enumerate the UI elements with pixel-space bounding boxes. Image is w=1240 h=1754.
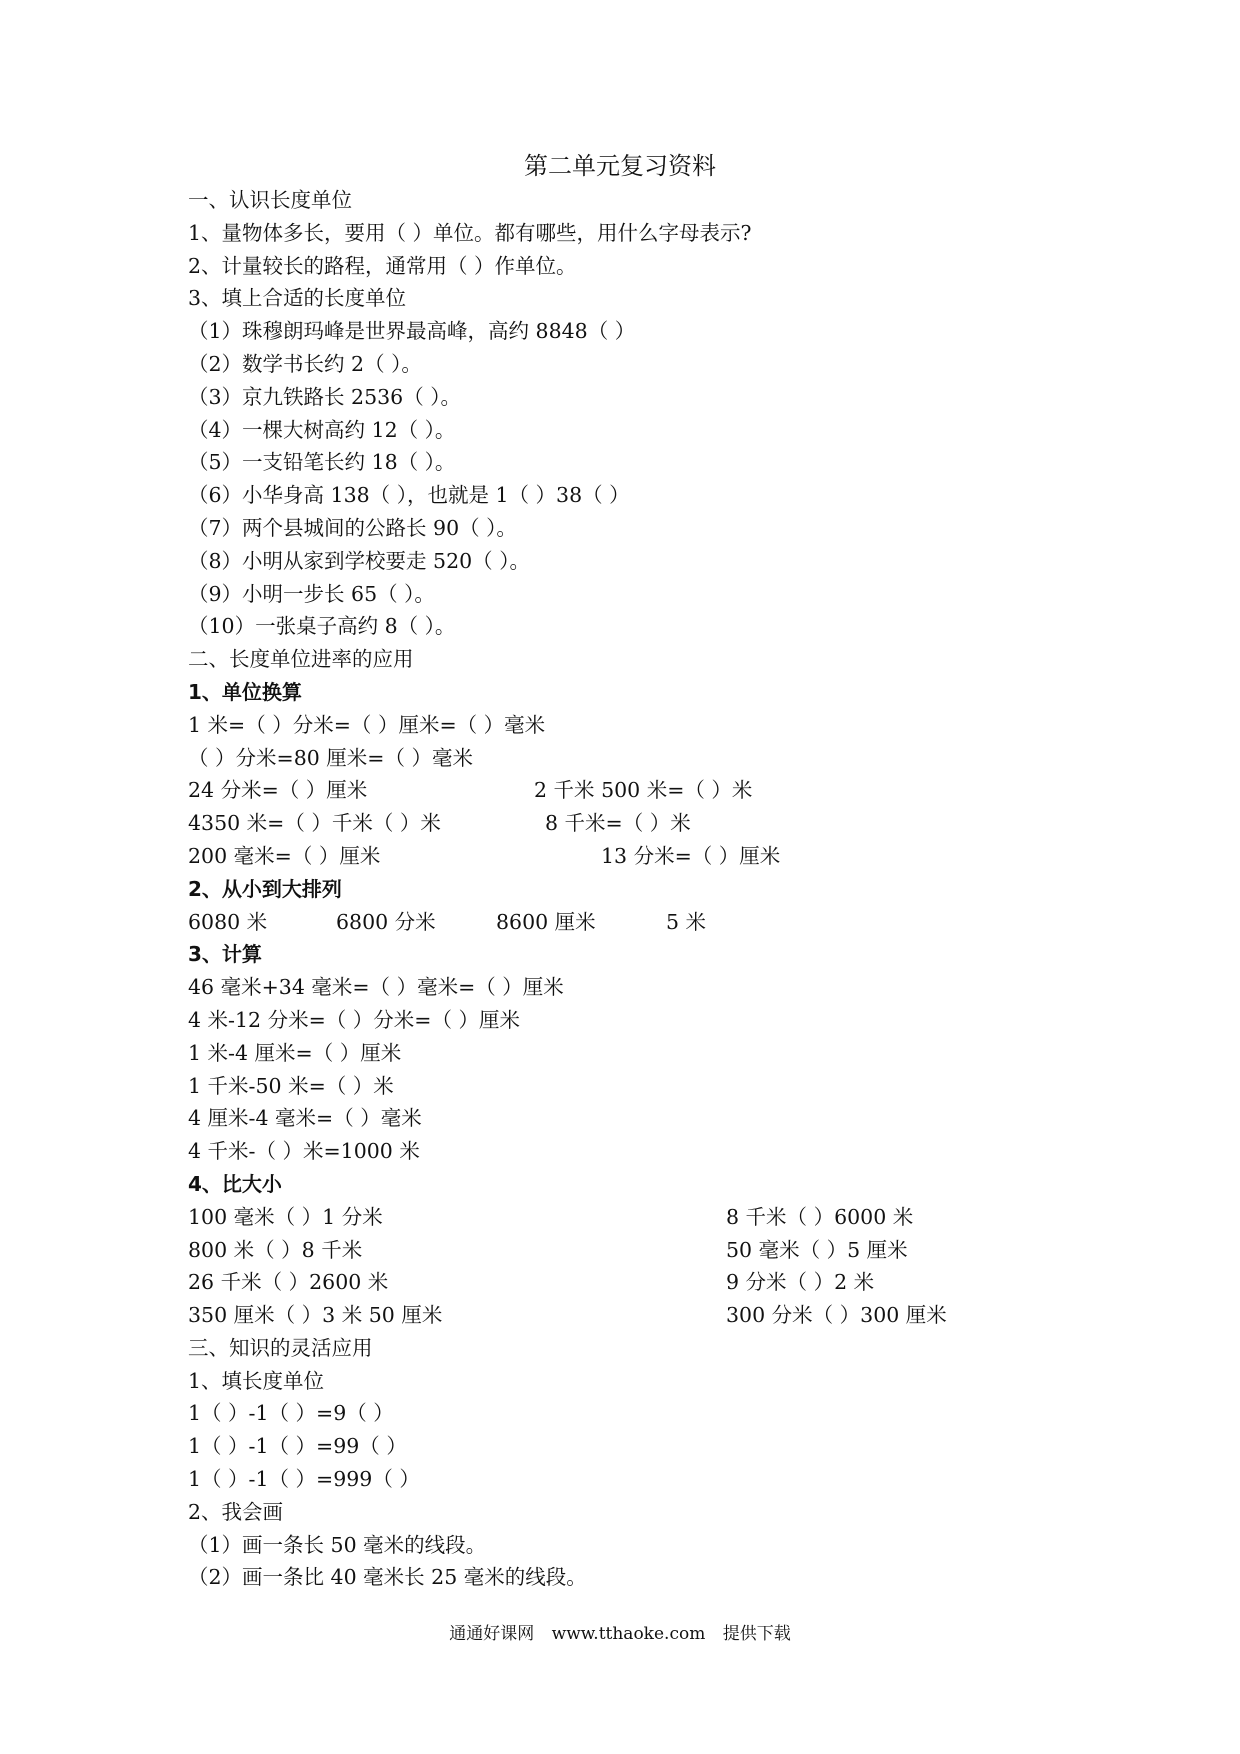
conversion-left: 4350 米=（ ）千米（ ）米 <box>188 811 441 836</box>
compare-left: 350 厘米（ ）3 米 50 厘米 <box>188 1303 443 1328</box>
conversion-line: （ ）分米=80 厘米=（ ）毫米 <box>188 745 473 770</box>
ordering-row <box>188 906 1068 939</box>
compare-row <box>188 1201 1068 1234</box>
question-2: 2、计量较长的路程，通常用（ ）作单位。 <box>188 253 577 278</box>
calc-line: 4 厘米-4 毫米=（ ）毫米 <box>188 1106 422 1131</box>
document-body <box>188 184 1068 1594</box>
subheading-fill-units: 1、填长度单位 <box>188 1368 325 1393</box>
subheading-calculation: 3、计算 <box>188 942 262 967</box>
conversion-right: 2 千米 500 米=（ ）米 <box>534 778 753 803</box>
list-item: （1）珠穆朗玛峰是世界最高峰，高约 8848（ ） <box>188 319 636 344</box>
compare-left: 26 千米（ ）2600 米 <box>188 1270 389 1295</box>
compare-row <box>188 1299 1068 1332</box>
question-3: 3、填上合适的长度单位 <box>188 286 407 311</box>
subheading-compare: 4、比大小 <box>188 1171 282 1196</box>
conversion-row <box>188 807 1068 840</box>
conversion-right: 8 千米=（ ）米 <box>545 811 691 836</box>
compare-right: 50 毫米（ ）5 厘米 <box>726 1237 908 1262</box>
list-item: （7）两个县城间的公路长 90（ ）。 <box>188 515 517 540</box>
calc-line: 46 毫米+34 毫米=（ ）毫米=（ ）厘米 <box>188 975 564 1000</box>
compare-right: 9 分米（ ）2 米 <box>726 1270 875 1295</box>
compare-row <box>188 1266 1068 1299</box>
draw-task: （1）画一条长 50 毫米的线段。 <box>188 1532 487 1557</box>
conversion-line: 1 米=（ ）分米=（ ）厘米=（ ）毫米 <box>188 712 546 737</box>
conversion-left: 24 分米=（ ）厘米 <box>188 778 368 803</box>
compare-left: 100 毫米（ ）1 分米 <box>188 1204 383 1229</box>
list-item: （3）京九铁路长 2536（ ）。 <box>188 384 461 409</box>
list-item: （5）一支铅笔长约 18（ ）。 <box>188 450 456 475</box>
fill-line: 1（ ）-1（ ）=99（ ） <box>188 1434 407 1459</box>
order-item: 6800 分米 <box>336 909 436 934</box>
order-item: 6080 米 <box>188 909 268 934</box>
list-item: （8）小明从家到学校要走 520（ ）。 <box>188 548 530 573</box>
compare-left: 800 米（ ）8 千米 <box>188 1237 363 1262</box>
question-1: 1、量物体多长，要用（ ）单位。都有哪些，用什么字母表示? <box>188 220 752 245</box>
page-footer <box>0 1622 1240 1646</box>
list-item: （2）数学书长约 2（ ）。 <box>188 351 422 376</box>
calc-line: 1 米-4 厘米=（ ）厘米 <box>188 1040 402 1065</box>
section-3-heading: 三、知识的灵活应用 <box>188 1335 373 1360</box>
order-item: 8600 厘米 <box>496 909 596 934</box>
calc-line: 4 米-12 分米=（ ）分米=（ ）厘米 <box>188 1007 520 1032</box>
subheading-ordering: 2、从小到大排列 <box>188 876 342 901</box>
conversion-right: 13 分米=（ ）厘米 <box>601 843 781 868</box>
subheading-drawing: 2、我会画 <box>188 1499 284 1524</box>
compare-row <box>188 1234 1068 1267</box>
footer-site-name: 通通好课网 <box>449 1624 535 1644</box>
conversion-row <box>188 774 1068 807</box>
list-item: （9）小明一步长 65（ ）。 <box>188 581 435 606</box>
section-1-heading: 一、认识长度单位 <box>188 188 352 212</box>
footer-url: www.tthaoke.com <box>551 1624 706 1644</box>
conversion-left: 200 毫米=（ ）厘米 <box>188 843 381 868</box>
draw-task: （2）画一条比 40 毫米长 25 毫米的线段。 <box>188 1565 587 1590</box>
order-item: 5 米 <box>666 909 707 934</box>
page-title: 第二单元复习资料 <box>524 152 716 180</box>
list-item: （4）一棵大树高约 12（ ）。 <box>188 417 456 442</box>
list-item: （6）小华身高 138（ ），也就是 1（ ）38（ ） <box>188 483 630 508</box>
calc-line: 1 千米-50 米=（ ）米 <box>188 1073 394 1098</box>
fill-line: 1（ ）-1（ ）=9（ ） <box>188 1401 394 1426</box>
list-item: （10）一张桌子高约 8（ ）。 <box>188 614 456 639</box>
calc-line: 4 千米-（ ）米=1000 米 <box>188 1139 420 1164</box>
subheading-unit-conversion: 1、单位换算 <box>188 679 302 704</box>
compare-right: 300 分米（ ）300 厘米 <box>726 1303 947 1328</box>
conversion-row <box>188 840 1068 873</box>
section-2-heading: 二、长度单位进率的应用 <box>188 647 414 672</box>
footer-suffix: 提供下载 <box>722 1624 791 1644</box>
compare-right: 8 千米（ ）6000 米 <box>726 1204 914 1229</box>
fill-line: 1（ ）-1（ ）=999（ ） <box>188 1467 420 1492</box>
